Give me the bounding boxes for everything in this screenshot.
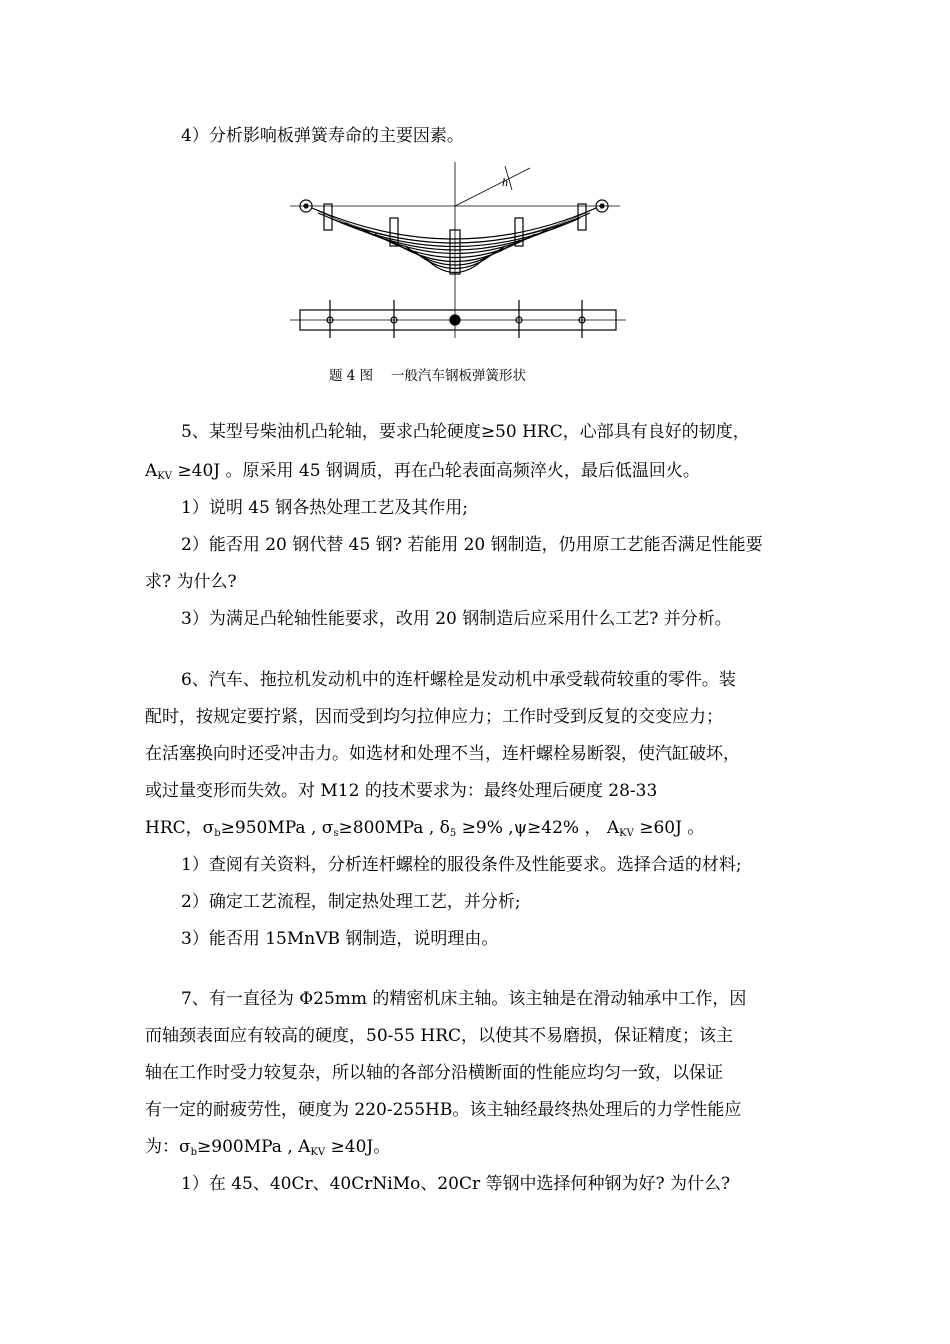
figure-label-h: h	[502, 175, 508, 189]
q7-sub1: 1）在 45、40Cr、40CrNiMo、20Cr 等钢中选择何种钢为好? 为什么?	[181, 1174, 731, 1194]
leaf-spring-figure	[290, 160, 630, 340]
q7-line5: 为：$\sigma_b\ge 900MPa$ , $A_{KV} \ge 40J$。	[145, 1137, 391, 1158]
q6-line4: 或过量变形而失效。对 M12 的技术要求为：最终处理后硬度 28-33	[145, 781, 658, 801]
q7-line3: 轴在工作时受力较复杂，所以轴的各部分沿横断面的性能应均匀一致，以保证	[145, 1063, 723, 1083]
q4-sub4: 4）分析影响板弹簧寿命的主要因素。	[181, 126, 464, 146]
q5-sub2-line1: 2）能否用 20 钢代替 45 钢? 若能用 20 钢制造，仍用原工艺能否满足性能要	[181, 535, 763, 555]
q6-line2: 配时，按规定要拧紧，因而受到均匀拉伸应力；工作时受到反复的交变应力；	[145, 707, 723, 727]
q6-line3: 在活塞换向时还受冲击力。如选材和处理不当，连杆螺栓易断裂，使汽缸破坏，	[145, 744, 740, 764]
q6-sub3: 3）能否用 15MnVB 钢制造，说明理由。	[181, 929, 499, 949]
q7-line1: 7、有一直径为 Φ25mm 的精密机床主轴。该主轴是在滑动轴承中工作，因	[181, 989, 747, 1009]
q5-sub1: 1）说明 45 钢各热处理工艺及其作用;	[181, 498, 468, 518]
q6-line5: HRC，$\sigma_b\ge 950MPa$ , $\sigma_s\ge 800MPa$ , $\delta_5 \ge 9\%$ ,ψ≥42% ， $A_{KV} \ge 60J$ 。	[145, 818, 705, 839]
q5-line1: 5、某型号柴油机凸轮轴，要求凸轮硬度≥50 HRC，心部具有良好的韧度，	[181, 422, 750, 442]
q6-sub1: 1）查阅有关资料，分析连杆螺栓的服役条件及性能要求。选择合适的材料;	[181, 855, 742, 875]
q6-sub2: 2）确定工艺流程，制定热处理工艺，并分析;	[181, 892, 521, 912]
q7-line4: 有一定的耐疲劳性，硬度为 220-255HB。该主轴经最终热处理后的力学性能应	[145, 1100, 742, 1120]
q5-sub2-line2: 求? 为什么?	[145, 572, 237, 592]
q7-line2: 而轴颈表面应有较高的硬度，50-55 HRC，以使其不易磨损，保证精度；该主	[145, 1026, 734, 1046]
figure-caption: 题 4 图 一般汽车钢板弹簧形状	[329, 368, 526, 384]
q5-sub3: 3）为满足凸轮轴性能要求，改用 20 钢制造后应采用什么工艺? 并分析。	[181, 609, 732, 629]
q5-line2: $A_{KV} \ge 40J$ 。原采用 45 钢调质，再在凸轮表面高频淬火，最后低温回火。	[145, 461, 700, 482]
q6-line1: 6、汽车、拖拉机发动机中的连杆螺栓是发动机中承受载荷较重的零件。装	[181, 670, 736, 690]
